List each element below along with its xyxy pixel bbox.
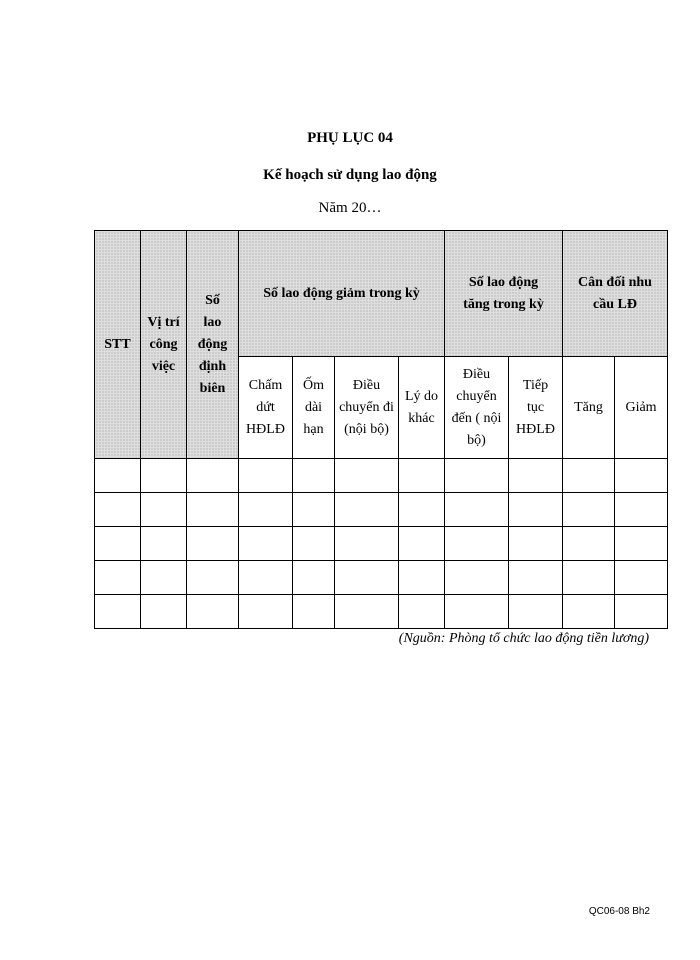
table-cell[interactable]	[187, 561, 239, 595]
subheader-termination: Chấm dứt HĐLĐ	[239, 357, 293, 459]
table-cell[interactable]	[141, 493, 187, 527]
table-cell[interactable]	[187, 459, 239, 493]
appendix-title: PHỤ LỤC 04	[307, 130, 393, 146]
table-cell[interactable]	[563, 527, 615, 561]
footer-code: QC06-08 Bh2	[588, 906, 650, 917]
table-cell[interactable]	[509, 459, 563, 493]
header-decrease-group: Số lao động giảm trong kỳ	[239, 231, 445, 357]
table-cell[interactable]	[95, 527, 141, 561]
subheader-decrease: Giảm	[615, 357, 668, 459]
subheader-transfer-in: Điều chuyển đến ( nội bộ)	[445, 357, 509, 459]
table-cell[interactable]	[445, 527, 509, 561]
subheader-contract-continue: Tiếp tục HĐLĐ	[509, 357, 563, 459]
table-cell[interactable]	[563, 561, 615, 595]
subheader-transfer-out: Điều chuyển đi (nội bộ)	[335, 357, 399, 459]
table-cell[interactable]	[445, 459, 509, 493]
table-cell[interactable]	[335, 561, 399, 595]
table-row	[95, 595, 668, 629]
table-cell[interactable]	[293, 595, 335, 629]
table-cell[interactable]	[563, 595, 615, 629]
table-cell[interactable]	[615, 459, 668, 493]
table-cell[interactable]	[95, 493, 141, 527]
table-cell[interactable]	[563, 459, 615, 493]
table-cell[interactable]	[509, 527, 563, 561]
table-cell[interactable]	[141, 595, 187, 629]
table-cell[interactable]	[293, 493, 335, 527]
header-balance-group: Cân đối nhu cầu LĐ	[563, 231, 668, 357]
table-cell[interactable]	[293, 459, 335, 493]
table-cell[interactable]	[293, 561, 335, 595]
header-increase-group: Số lao động tăng trong kỳ	[445, 231, 563, 357]
table-cell[interactable]	[615, 493, 668, 527]
table-cell[interactable]	[615, 595, 668, 629]
table-cell[interactable]	[399, 459, 445, 493]
table-cell[interactable]	[563, 493, 615, 527]
table-cell[interactable]	[335, 493, 399, 527]
table-cell[interactable]	[335, 459, 399, 493]
header-position: Vị trí công việc	[141, 231, 187, 459]
table-cell[interactable]	[187, 493, 239, 527]
table-row	[95, 493, 668, 527]
table-cell[interactable]	[239, 527, 293, 561]
table-cell[interactable]	[239, 459, 293, 493]
table-cell[interactable]	[445, 561, 509, 595]
table-cell[interactable]	[187, 595, 239, 629]
table-cell[interactable]	[141, 561, 187, 595]
table-cell[interactable]	[239, 561, 293, 595]
subheader-long-sick: Ốm dài hạn	[293, 357, 335, 459]
table-cell[interactable]	[445, 493, 509, 527]
table-cell[interactable]	[239, 595, 293, 629]
table-cell[interactable]	[615, 561, 668, 595]
table-cell[interactable]	[95, 595, 141, 629]
header-staffing: Số lao động định biên	[187, 231, 239, 459]
subheader-other-reason: Lý do khác	[399, 357, 445, 459]
table-cell[interactable]	[445, 595, 509, 629]
year-label: Năm 20…	[318, 200, 382, 216]
table-cell[interactable]	[187, 527, 239, 561]
table-cell[interactable]	[239, 493, 293, 527]
table-row	[95, 527, 668, 561]
header-stt: STT	[95, 231, 141, 459]
table-header-row	[95, 231, 668, 357]
table-cell[interactable]	[509, 493, 563, 527]
table-row	[95, 459, 668, 493]
source-note: (Nguồn: Phòng tổ chức lao động tiền lương)	[398, 631, 649, 646]
table-cell[interactable]	[95, 459, 141, 493]
table-row	[95, 561, 668, 595]
table-cell[interactable]	[141, 527, 187, 561]
table-cell[interactable]	[335, 527, 399, 561]
table-cell[interactable]	[399, 493, 445, 527]
table-cell[interactable]	[335, 595, 399, 629]
document-subtitle: Kế hoạch sử dụng lao động	[263, 167, 437, 183]
table-cell[interactable]	[399, 561, 445, 595]
table-cell[interactable]	[399, 527, 445, 561]
table-cell[interactable]	[141, 459, 187, 493]
table-cell[interactable]	[615, 527, 668, 561]
table-cell[interactable]	[95, 561, 141, 595]
labor-plan-table	[94, 230, 668, 629]
table-cell[interactable]	[293, 527, 335, 561]
table-cell[interactable]	[399, 595, 445, 629]
table-cell[interactable]	[509, 561, 563, 595]
subheader-increase: Tăng	[563, 357, 615, 459]
table-cell[interactable]	[509, 595, 563, 629]
